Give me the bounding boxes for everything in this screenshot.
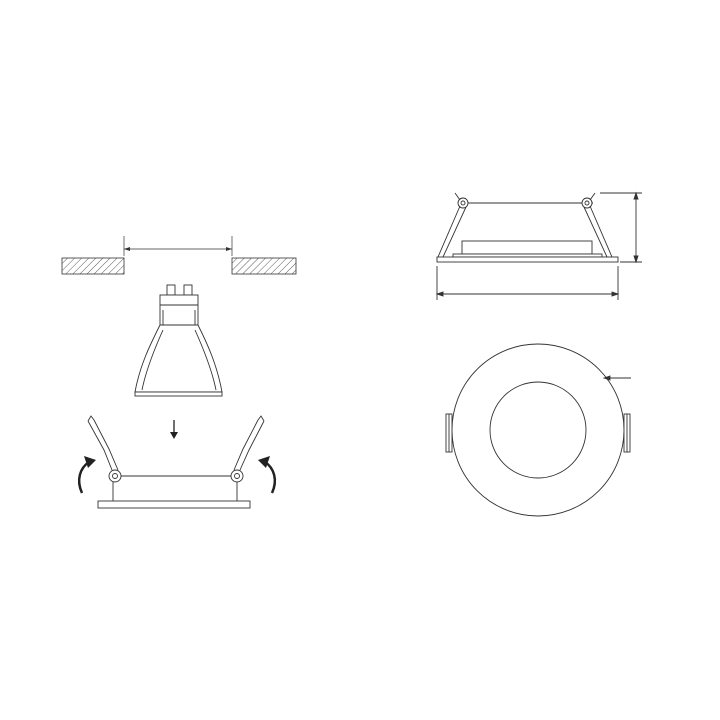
gu10-lamp (135, 285, 222, 396)
ceiling-right-section (232, 258, 296, 274)
fixture-dimension-top-view (446, 344, 631, 516)
fixture-side-view (88, 416, 264, 508)
fixture-flange (98, 501, 250, 508)
rotate-clip-right-arrow (258, 456, 275, 493)
insert-down-arrow (170, 420, 178, 439)
inner-opening (490, 382, 586, 478)
ceiling-cutout (62, 236, 296, 274)
fixture-dimension-side-view (437, 193, 642, 300)
ceiling-left-section (62, 258, 124, 274)
rotate-clip-left-arrow (79, 456, 96, 493)
